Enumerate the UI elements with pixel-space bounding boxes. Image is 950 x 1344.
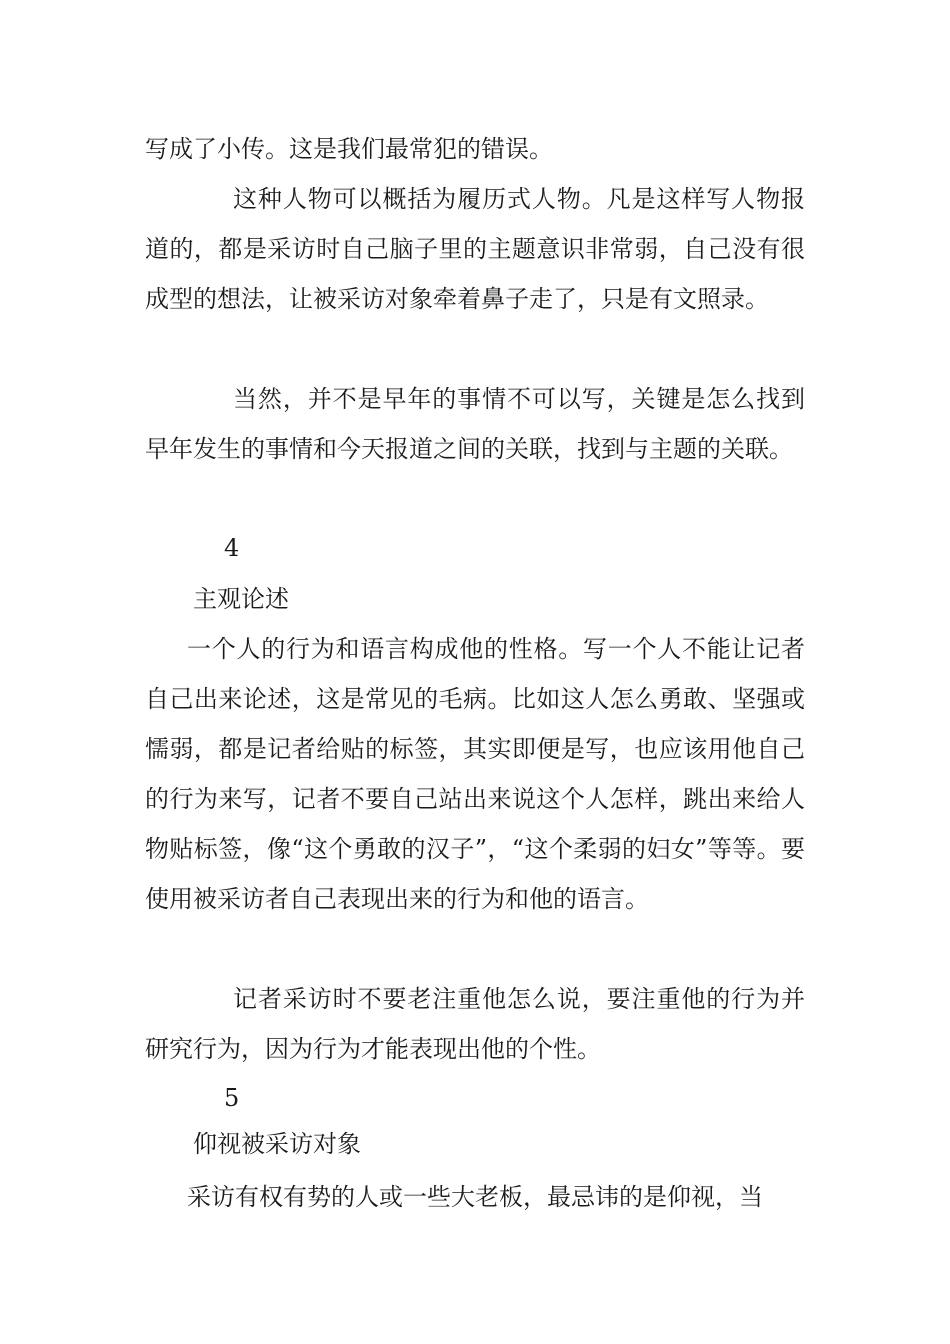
section-number-4: 4 bbox=[224, 534, 240, 562]
paragraph-focus-behavior: 记者采访时不要老注重他怎么说，要注重他的行为并研究行为，因为行为才能表现出他的个性。 bbox=[145, 985, 805, 1063]
section-title-4: 主观论述 bbox=[193, 585, 289, 613]
paragraph-continuation: 写成了小传。这是我们最常犯的错误。 bbox=[145, 135, 553, 163]
paragraph-looking-up: 采访有权有势的人或一些大老板，最忌讳的是仰视，当 bbox=[187, 1183, 763, 1211]
paragraph-early-events: 当然，并不是早年的事情不可以写，关键是怎么找到早年发生的事情和今天报道之间的关联，找到与主题的关联。 bbox=[145, 385, 805, 463]
section-title-5: 仰视被采访对象 bbox=[193, 1130, 361, 1158]
paragraph-subjective-narration: 一个人的行为和语言构成他的性格。写一个人不能让记者自己出来论述，这是常见的毛病。比如这人怎么勇敢、坚强或懦弱，都是记者给贴的标签，其实即便是写，也应该用他自己的行为来写，记者不要自己站出来说这个人怎样，跳出来给人物贴标签，像“这个勇敢的汉子”，“这个柔弱的妇女”等等。要使用被采访者自己表现出来的行为和他的语言。 bbox=[145, 635, 805, 913]
paragraph-resume-style: 这种人物可以概括为履历式人物。凡是这样写人物报道的，都是采访时自己脑子里的主题意识非常弱，自己没有很成型的想法，让被采访对象牵着鼻子走了，只是有文照录。 bbox=[145, 185, 805, 313]
section-number-5: 5 bbox=[224, 1084, 240, 1112]
